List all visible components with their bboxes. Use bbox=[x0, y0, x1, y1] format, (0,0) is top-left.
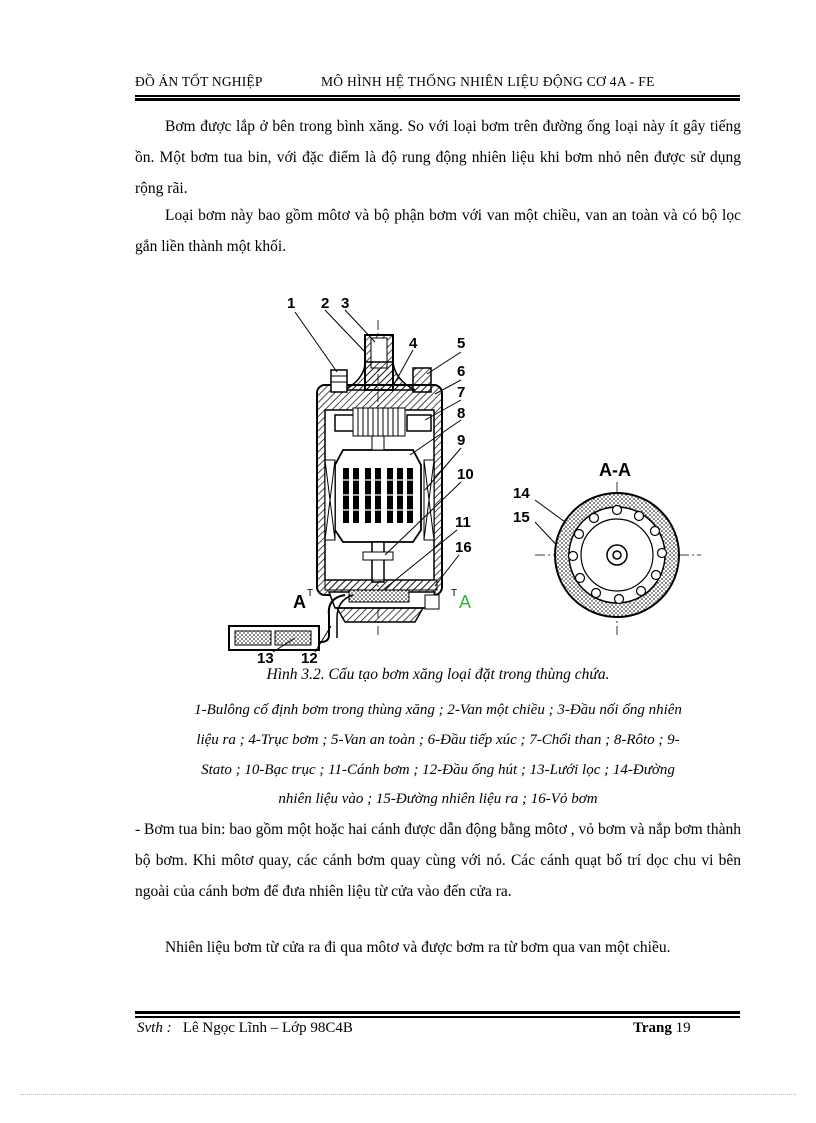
paragraph-1: Bơm được lắp ở bên trong bình xăng. So với loại bơm trên đường ống loại này ít gây tiếng ồn. Một bơm tua bin, với đặc điểm là độ rung động nhiên liệu khi bơm nhỏ nên được sử dụng rộng rãi. bbox=[135, 118, 741, 197]
part-label-3: 3 bbox=[341, 295, 350, 312]
part-label-13: 13 bbox=[257, 650, 274, 667]
header-rule-thick bbox=[135, 98, 740, 101]
part-label-6: 6 bbox=[457, 363, 466, 380]
page-header bbox=[135, 74, 739, 96]
part-label-15: 15 bbox=[513, 509, 530, 526]
fuel-pump-figure bbox=[225, 290, 705, 670]
part-label-1: 1 bbox=[287, 295, 296, 312]
header-rule-thin bbox=[135, 95, 740, 97]
paragraph-4: Nhiên liệu bơm từ cửa ra đi qua môtơ và được bơm ra từ bơm qua van một chiều. bbox=[165, 939, 671, 956]
paragraph-3: - Bơm tua bin: bao gồm một hoặc hai cánh được dẫn động bằng môtơ , vỏ bơm và nắp bơm thành bộ bơm. Khi môtơ quay, các cánh bơm quay cùng với nó. Các cánh quạt bố trí dọc chu vi bên ngoài của cánh bơm để đưa nhiên liệu từ cửa vào đến cửa ra. bbox=[135, 821, 741, 900]
footer-page-number: 19 bbox=[675, 1020, 691, 1036]
footer-rule-thin bbox=[135, 1016, 740, 1018]
part-label-4: 4 bbox=[409, 335, 418, 352]
part-label-14: 14 bbox=[513, 485, 530, 502]
paragraph-2: Loại bơm này bao gồm môtơ và bộ phận bơm với van một chiều, van an toàn và có bộ lọc gắn liền thành một khối. bbox=[135, 207, 741, 255]
part-label-11: 11 bbox=[455, 514, 471, 531]
legend-line-1: 1-Bulông cố định bơm trong thùng xăng ; 2-Van một chiều ; 3-Đầu nối ống nhiên bbox=[194, 702, 682, 718]
part-label-8: 8 bbox=[457, 405, 466, 422]
fuel-pump-diagram bbox=[225, 290, 705, 670]
header-right-title: MÔ HÌNH HỆ THỐNG NHIÊN LIỆU ĐỘNG CƠ 4A - FE bbox=[321, 74, 655, 89]
part-label-2: 2 bbox=[321, 295, 330, 312]
section-title: A-A bbox=[599, 460, 631, 480]
figure-caption: Hình 3.2. Cấu tạo bơm xăng loại đặt trong thùng chứa. bbox=[266, 666, 610, 683]
part-label-5: 5 bbox=[457, 335, 466, 352]
header-left-title: ĐỒ ÁN TỐT NGHIỆP bbox=[135, 74, 263, 89]
footer-author bbox=[137, 1020, 353, 1037]
legend-line-3: Stato ; 10-Bạc trục ; 11-Cánh bơm ; 12-Đầu ống hút ; 13-Lưới lọc ; 14-Đường bbox=[201, 762, 675, 778]
section-marker-left: A bbox=[293, 592, 306, 612]
footer-svth-label: Svth : bbox=[137, 1020, 172, 1036]
part-label-12: 12 bbox=[301, 650, 318, 667]
legend-line-4: nhiên liệu vào ; 15-Đường nhiên liệu ra ; 16-Vỏ bơm bbox=[278, 791, 598, 807]
section-marker-right: A bbox=[459, 592, 472, 612]
legend-line-2: liệu ra ; 4-Trục bơm ; 5-Van an toàn ; 6-Đầu tiếp xúc ; 7-Chổi than ; 8-Rôto ; 9- bbox=[196, 732, 680, 748]
part-label-9: 9 bbox=[457, 432, 466, 449]
footer-rule-thick bbox=[135, 1011, 740, 1014]
part-label-7: 7 bbox=[457, 384, 466, 401]
footer-author-name: Lê Ngọc Lĩnh – Lớp 98C4B bbox=[182, 1020, 353, 1036]
footer-page bbox=[633, 1020, 691, 1037]
page-bottom-divider bbox=[20, 1094, 796, 1095]
part-label-10: 10 bbox=[457, 466, 474, 483]
part-label-16: 16 bbox=[455, 539, 472, 556]
section-tick-right: T bbox=[451, 588, 458, 599]
footer-page-label: Trang bbox=[633, 1020, 672, 1036]
section-tick-left: T bbox=[307, 588, 314, 599]
